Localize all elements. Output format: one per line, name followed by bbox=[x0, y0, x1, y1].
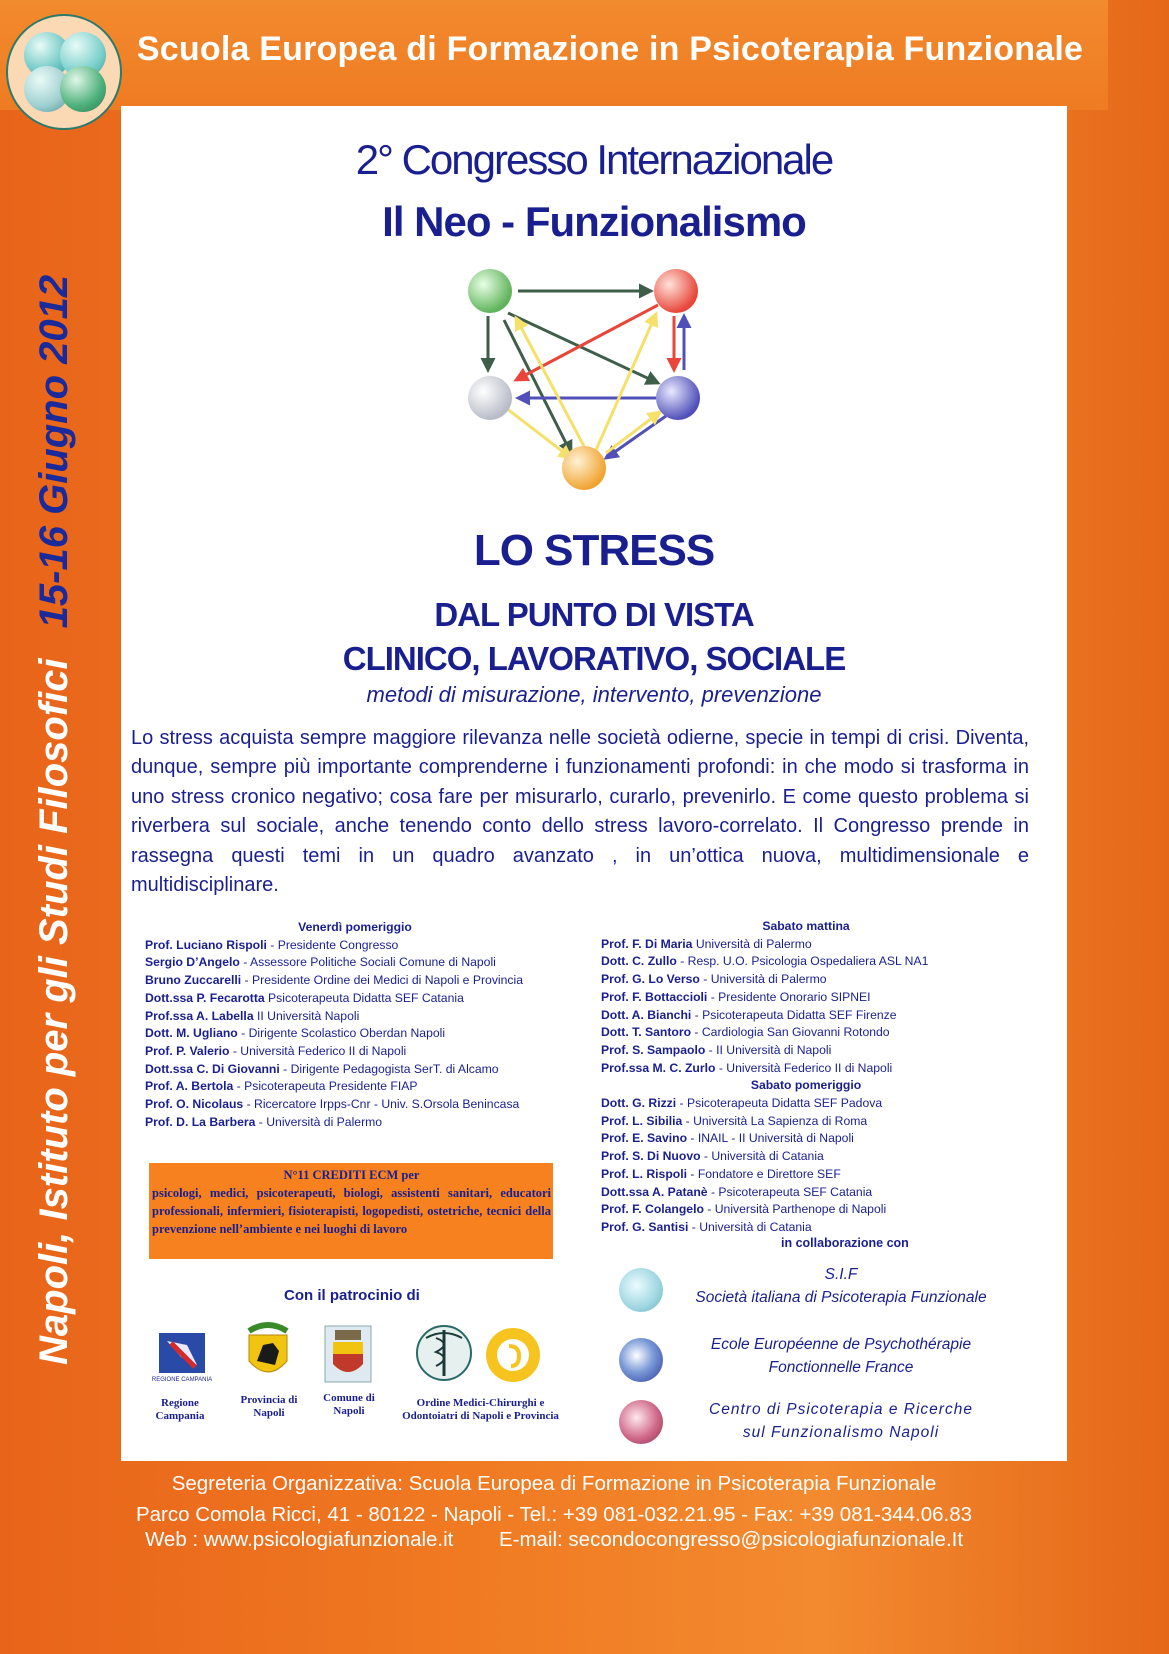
speaker-name: Dott. G. Rizzi bbox=[601, 1096, 677, 1111]
speaker-name: Dott. T. Santoro bbox=[601, 1025, 692, 1040]
subtitle-line: CLINICO, LAVORATIVO, SOCIALE bbox=[342, 640, 846, 677]
speaker-name: Prof. L. Sibilia bbox=[601, 1113, 683, 1128]
intro-paragraph: Lo stress acquista sempre maggiore rilevanza nelle società odierne, specie in tempi di crisi. Diventa, dunque, sempre più importante comprenderne i funzionamenti profondi: in che modo si trasforma in uno stress cronico negativo; cosa fare per misurarlo, curarlo, prevenirlo. E come questo problema si riverbera sul sociale, anche tenendo conto dello stress lavoro-correlato. Il Congresso prende in rassegna questi temi in un quadro avanzato , in un’ottica nuova, multidimensionale e multidisciplinare. bbox=[131, 727, 1029, 897]
speaker-row bbox=[601, 953, 1011, 971]
speaker-row bbox=[601, 1007, 1011, 1025]
ecm-title: N°11 CREDITI ECM per bbox=[283, 1168, 420, 1182]
program-friday bbox=[145, 919, 565, 1131]
speaker-role: - II Università di Napoli bbox=[705, 1042, 832, 1057]
speaker-name: Dott. A. Bianchi bbox=[601, 1007, 692, 1022]
speaker-row bbox=[601, 1166, 1011, 1184]
speaker-row bbox=[601, 1184, 1011, 1202]
speaker-row bbox=[601, 1060, 1011, 1078]
speaker-name: Prof. L. Rispoli bbox=[601, 1166, 687, 1181]
speaker-role: - Università La Sapienza di Roma bbox=[682, 1113, 868, 1128]
speaker-row bbox=[601, 971, 1011, 989]
centro-logo bbox=[619, 1400, 663, 1444]
speaker-name: Dott.ssa P. Fecarotta bbox=[145, 990, 265, 1005]
speaker-role: II Università Napoli bbox=[253, 1008, 360, 1023]
sef-logo bbox=[6, 14, 122, 130]
speaker-name: Prof. G. Santisi bbox=[601, 1219, 689, 1234]
regione-campania-logo bbox=[151, 1331, 213, 1383]
speaker-role: - Ricercatore Irpps-Cnr - Univ. S.Orsola Benincasa bbox=[243, 1097, 520, 1112]
speaker-row bbox=[601, 1219, 1011, 1237]
school-title: Scuola Europea di Formazione in Psicoterapia Funzionale bbox=[136, 30, 1084, 68]
subtitle-line: DAL PUNTO DI VISTA bbox=[434, 596, 754, 633]
speaker-name: Prof. S. Sampaolo bbox=[601, 1042, 706, 1057]
congress-name: Il Neo - Funzionalismo bbox=[382, 198, 806, 245]
side-banner bbox=[32, 205, 92, 1365]
speaker-role: - Assessore Politiche Sociali Comune di Napoli bbox=[239, 955, 496, 970]
speaker-row bbox=[601, 1024, 1011, 1042]
speaker-role: - Psicoterapeuta SEF Catania bbox=[707, 1184, 873, 1199]
speaker-role: - Psicoterapeuta Presidente FIAP bbox=[233, 1079, 418, 1094]
ecm-credits-box bbox=[149, 1163, 553, 1259]
speaker-name: Prof. A. Bertola bbox=[145, 1079, 234, 1094]
speaker-role: - Dirigente Scolastico Oberdan Napoli bbox=[237, 1026, 446, 1041]
patron-label: Comune di Napoli bbox=[323, 1392, 375, 1417]
sif-logo bbox=[619, 1268, 663, 1312]
functional-diagram-illustration bbox=[446, 258, 716, 508]
speaker-name: Dott. C. Zullo bbox=[601, 954, 677, 969]
speaker-row bbox=[145, 1096, 565, 1114]
speaker-role: - Università di Palermo bbox=[699, 972, 827, 987]
partner-centro bbox=[681, 1398, 1001, 1444]
speaker-row bbox=[145, 1008, 565, 1026]
speaker-row bbox=[145, 990, 565, 1008]
speaker-name: Prof. F. Di Maria bbox=[601, 936, 693, 951]
speaker-row bbox=[601, 989, 1011, 1007]
speaker-name: Dott.ssa C. Di Giovanni bbox=[145, 1061, 280, 1076]
speaker-name: Sergio D’Angelo bbox=[145, 955, 240, 970]
patron-label: Regione Campania bbox=[155, 1397, 205, 1422]
speaker-role: - Università Parthenope di Napoli bbox=[703, 1202, 887, 1217]
speaker-role: - Fondatore e Direttore SEF bbox=[687, 1166, 841, 1181]
partner-name: Centro di Psicoterapia e Ricerche bbox=[709, 1401, 973, 1418]
subtitle-methods: metodi di misurazione, intervento, prevenzione bbox=[366, 682, 822, 707]
patron-label: Provincia di Napoli bbox=[240, 1394, 298, 1419]
event-place: Napoli, Istituto per gli Studi Filosofici bbox=[32, 658, 76, 1365]
speaker-name: Prof. G. Lo Verso bbox=[601, 972, 700, 987]
ordine-medici-logo bbox=[414, 1324, 474, 1382]
comune-napoli-logo bbox=[323, 1324, 373, 1384]
speaker-role: - Resp. U.O. Psicologia Ospedaliera ASL NA1 bbox=[676, 954, 929, 969]
speaker-role: - Università di Catania bbox=[700, 1149, 824, 1164]
speaker-name: Dott.ssa A. Patanè bbox=[601, 1184, 708, 1199]
speaker-role: - Università di Catania bbox=[688, 1219, 812, 1234]
footer-contacts: Web : www.psicologiafunzionale.it E-mail: secondocongresso@psicologiafunzionale.It bbox=[144, 1528, 964, 1551]
speaker-role: - Dirigente Pedagogista SerT. di Alcamo bbox=[279, 1061, 499, 1076]
session-title: Sabato pomeriggio bbox=[750, 1078, 862, 1093]
partner-desc: Fonctionnelle France bbox=[768, 1359, 914, 1376]
partner-ecole bbox=[681, 1333, 1001, 1379]
speaker-row bbox=[145, 1061, 565, 1079]
speaker-role: - Università Federico II di Napoli bbox=[715, 1060, 893, 1075]
speaker-role: - Psicoterapeuta Didatta SEF Firenze bbox=[691, 1007, 897, 1022]
speaker-name: Prof. F. Bottaccioli bbox=[601, 989, 708, 1004]
speaker-row bbox=[601, 1113, 1011, 1131]
provincia-napoli-logo bbox=[243, 1321, 293, 1383]
speaker-row bbox=[601, 1201, 1011, 1219]
logo-bubble bbox=[60, 66, 106, 112]
speaker-row bbox=[601, 1095, 1011, 1113]
congress-edition: 2° Congresso Internazionale bbox=[355, 136, 833, 183]
speaker-row bbox=[145, 1114, 565, 1132]
speaker-name: Prof.ssa M. C. Zurlo bbox=[601, 1060, 716, 1075]
speaker-row bbox=[601, 1042, 1011, 1060]
speaker-role: - Presidente Congresso bbox=[266, 937, 399, 952]
speaker-role: - Università di Palermo bbox=[255, 1114, 383, 1129]
speaker-role: Università di Palermo bbox=[692, 936, 812, 951]
partner-desc: sul Funzionalismo Napoli bbox=[742, 1424, 940, 1441]
event-date: 15-16 Giugno 2012 bbox=[32, 274, 76, 629]
speaker-row bbox=[145, 954, 565, 972]
session-title: Sabato mattina bbox=[762, 919, 850, 933]
speaker-name: Dott. M. Ugliano bbox=[145, 1026, 238, 1041]
footer-secretariat: Segreteria Organizzativa: Scuola Europea di Formazione in Psicoterapia Funzionale bbox=[171, 1472, 937, 1495]
speaker-role: Psicoterapeuta Didatta SEF Catania bbox=[264, 990, 464, 1005]
session-title: Venerdì pomeriggio bbox=[298, 920, 412, 934]
speaker-role: - Presidente Ordine dei Medici di Napoli e Provincia bbox=[241, 973, 523, 988]
speaker-row bbox=[601, 1148, 1011, 1166]
patronage-title: Con il patrocinio di bbox=[284, 1287, 420, 1304]
partner-name: S.I.F bbox=[824, 1266, 858, 1283]
speaker-role: - Psicoterapeuta Didatta SEF Padova bbox=[676, 1096, 883, 1111]
main-panel bbox=[121, 106, 1067, 1461]
speaker-row bbox=[601, 936, 1011, 954]
speaker-name: Prof. E. Savino bbox=[601, 1131, 688, 1146]
speaker-row bbox=[145, 972, 565, 990]
footer-address: Parco Comola Ricci, 41 - 80122 - Napoli - Tel.: +39 081-032.21.95 - Fax: +39 081-344.06.83 bbox=[135, 1503, 973, 1526]
speaker-role: - Cardiologia San Giovanni Rotondo bbox=[691, 1025, 890, 1040]
speaker-role: - Università Federico II di Napoli bbox=[229, 1043, 407, 1058]
patron-label: Ordine Medici-Chirurghi e Odontoiatri di Napoli e Provincia bbox=[402, 1397, 559, 1422]
partner-desc: Società italiana di Psicoterapia Funzionale bbox=[695, 1289, 987, 1306]
speaker-name: Bruno Zuccarelli bbox=[145, 973, 242, 988]
ecm-text: psicologi, medici, psicoterapeuti, biologi, assistenti sanitari, educatori professionali, infermieri, fisioterapisti, logopedisti, ostetriche, tecnici della prevenzione nell’ambiente e nei luoghi di lavoro bbox=[152, 1186, 551, 1236]
topic-title: LO STRESS bbox=[473, 526, 715, 575]
partner-name: Ecole Européenne de Psychothérapie bbox=[710, 1336, 972, 1353]
ordine-odontoiatri-logo bbox=[483, 1326, 547, 1384]
speaker-row bbox=[145, 937, 565, 955]
speaker-name: Prof. O. Nicolaus bbox=[145, 1097, 244, 1112]
speaker-row bbox=[145, 1078, 565, 1096]
speaker-row bbox=[601, 1130, 1011, 1148]
speaker-row bbox=[145, 1043, 565, 1061]
logo-text: REGIONE CAMPANIA bbox=[151, 1377, 213, 1383]
partner-sif bbox=[681, 1263, 1001, 1309]
ecole-logo bbox=[619, 1338, 663, 1382]
speaker-name: Prof. P. Valerio bbox=[145, 1043, 230, 1058]
speaker-name: Prof. Luciano Rispoli bbox=[145, 937, 267, 952]
speaker-name: Prof. D. La Barbera bbox=[145, 1114, 256, 1129]
program-saturday bbox=[601, 918, 1011, 1237]
speaker-name: Prof.ssa A. Labella bbox=[145, 1008, 254, 1023]
speaker-name: Prof. F. Colangelo bbox=[601, 1202, 704, 1217]
speaker-name: Prof. S. Di Nuovo bbox=[601, 1149, 701, 1164]
speaker-role: - INAIL - II Università di Napoli bbox=[687, 1131, 854, 1146]
speaker-role: - Presidente Onorario SIPNEI bbox=[707, 989, 871, 1004]
speaker-row bbox=[145, 1025, 565, 1043]
collaboration-title: in collaborazione con bbox=[781, 1236, 909, 1250]
